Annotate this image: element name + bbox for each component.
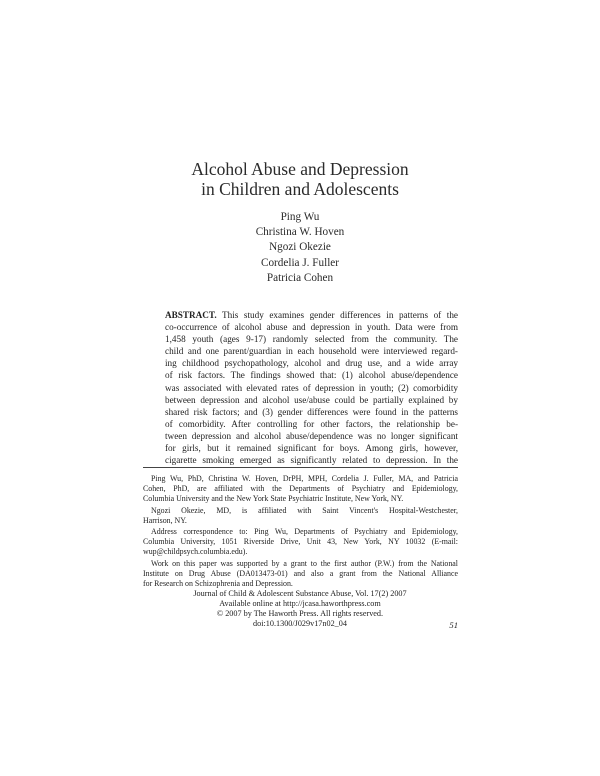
abstract-heading: ABSTRACT. [165,310,217,320]
footnote-line: Ngozi Okezie, MD, is affiliated with Saint Vincent's Hospital-Westchester, [151,505,458,515]
title-line-1: Alcohol Abuse and Depression [191,159,409,179]
abstract-text: This study examines gender differences in patterns of the [222,310,458,320]
abstract-line: between depression and alcohol use/abuse could be partially explained by [165,394,458,405]
footnotes [143,474,458,589]
abstract-line: tween depression and alcohol abuse/dependence was no longer significant [165,430,458,441]
author-name: Ngozi Okezie [269,241,331,254]
page-number: 51 [449,620,458,630]
abstract-line: shared risk factors; and (3) gender differences were found in the patterns [165,406,458,417]
title-line-2: in Children and Adolescents [201,179,399,199]
journal-online: Available online at http://jcasa.haworthpress.com [219,599,381,609]
footnote-line: wup@childpsych.columbia.edu). [143,547,248,557]
abstract-line: cigarette smoking emerged as significantly related to depression. In the [165,455,458,466]
article-title [100,159,500,199]
abstract [165,309,458,466]
journal-doi: doi:10.1300/J029v17n02_04 [253,619,347,629]
abstract-line: ing childhood psychopathology, alcohol and drug use, and a wide array [165,358,458,369]
abstract-line: was associated with elevated rates of depression in youth; (2) comorbidity [165,382,458,393]
footnote-divider [143,467,458,468]
footnote-line: Cohen, PhD, are affiliated with the Departments of Psychiatry and Epidemiology, [143,484,458,494]
footnote-line: Columbia University and the New York State Psychiatric Institute, New York, NY. [143,494,404,504]
abstract-line: for girls, but it remained significant for boys. Among girls, however, [165,443,458,454]
abstract-line: 1,458 youth (ages 9-17) randomly selected from the community. The [165,334,458,345]
journal-copyright: © 2007 by The Haworth Press. All rights reserved. [216,609,384,619]
author-list [150,210,450,286]
abstract-line: co-occurrence of alcohol abuse and depression in youth. Data were from [165,322,458,333]
author-name: Cordelia J. Fuller [261,256,339,269]
author-name: Christina W. Hoven [255,226,345,239]
abstract-line [165,309,458,321]
author-name: Ping Wu [280,211,320,223]
abstract-line: child and one parent/guardian in each household were interviewed regard- [165,346,458,357]
journal-citation [150,589,450,629]
journal-name: Journal of Child & Adolescent Substance Abuse, Vol. 17(2) 2007 [193,589,407,598]
footnote-line: Ping Wu, PhD, Christina W. Hoven, DrPH, MPH, Cordelia J. Fuller, MA, and Patricia [151,474,458,483]
footnote-line: for Research on Schizophrenia and Depression. [143,578,293,588]
footnote-line: Address correspondence to: Ping Wu, Departments of Psychiatry and Epidemiology, [151,526,458,536]
abstract-line: of risk factors. The findings showed that: (1) alcohol abuse/dependence [165,370,458,381]
footnote-line: Work on this paper was supported by a grant to the first author (P.W.) from the National [151,558,458,568]
footnote-line: Harrison, NY. [143,515,187,525]
footnote-line: Institute on Drug Abuse (DA013473-01) and also a grant from the National Alliance [143,568,458,578]
footnote-line: Columbia University, 1051 Riverside Drive, Unit 43, New York, NY 10032 (E-mail: [143,537,458,547]
author-name: Patricia Cohen [266,271,334,284]
abstract-line: of comorbidity. After controlling for other factors, the relationship be- [165,418,458,429]
